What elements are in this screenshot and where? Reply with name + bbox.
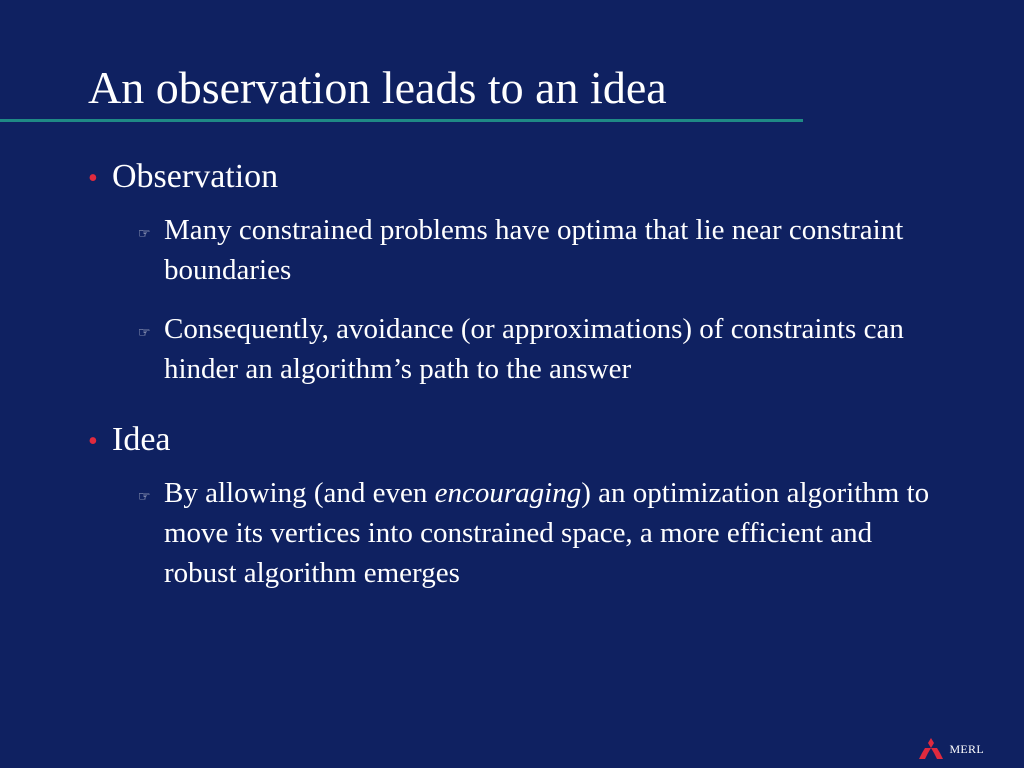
bullet-idea: [88, 420, 171, 462]
mitsubishi-logo-icon: [919, 738, 943, 760]
pointing-hand-icon: ☞: [138, 325, 151, 341]
bullet-label: Idea: [112, 421, 171, 458]
sub-bullet-1: [138, 210, 938, 290]
footer: [919, 738, 984, 760]
sub-bullet-text: Consequently, avoidance (or approximations) of constraints can hinder an algorithm’s path to the answer: [164, 313, 904, 385]
bullet-label: Observation: [112, 158, 279, 195]
sub-bullet-2: [138, 309, 938, 389]
pointing-hand-icon: ☞: [138, 489, 151, 505]
sub-bullet-text: [164, 473, 938, 593]
slide-title: An observation leads to an idea: [88, 62, 667, 113]
pointing-hand-icon: ☞: [138, 226, 151, 242]
sub-bullet-text: Many constrained problems have optima that lie near constraint boundaries: [164, 214, 904, 286]
footer-label: MERL: [949, 741, 984, 756]
sub-bullet-3: [138, 473, 938, 593]
bullet-dot: •: [88, 426, 98, 457]
bullet-dot: •: [88, 163, 98, 194]
bullet-observation: [88, 157, 278, 199]
title-divider: [0, 119, 803, 122]
sub-text-emphasis: encouraging: [434, 477, 582, 509]
sub-text-pre: By allowing (and even: [164, 477, 435, 509]
sub-text-post: ) an optimization algorithm to move its vertices into constrained space, a more efficient and robust algorithm emerges: [164, 477, 930, 589]
